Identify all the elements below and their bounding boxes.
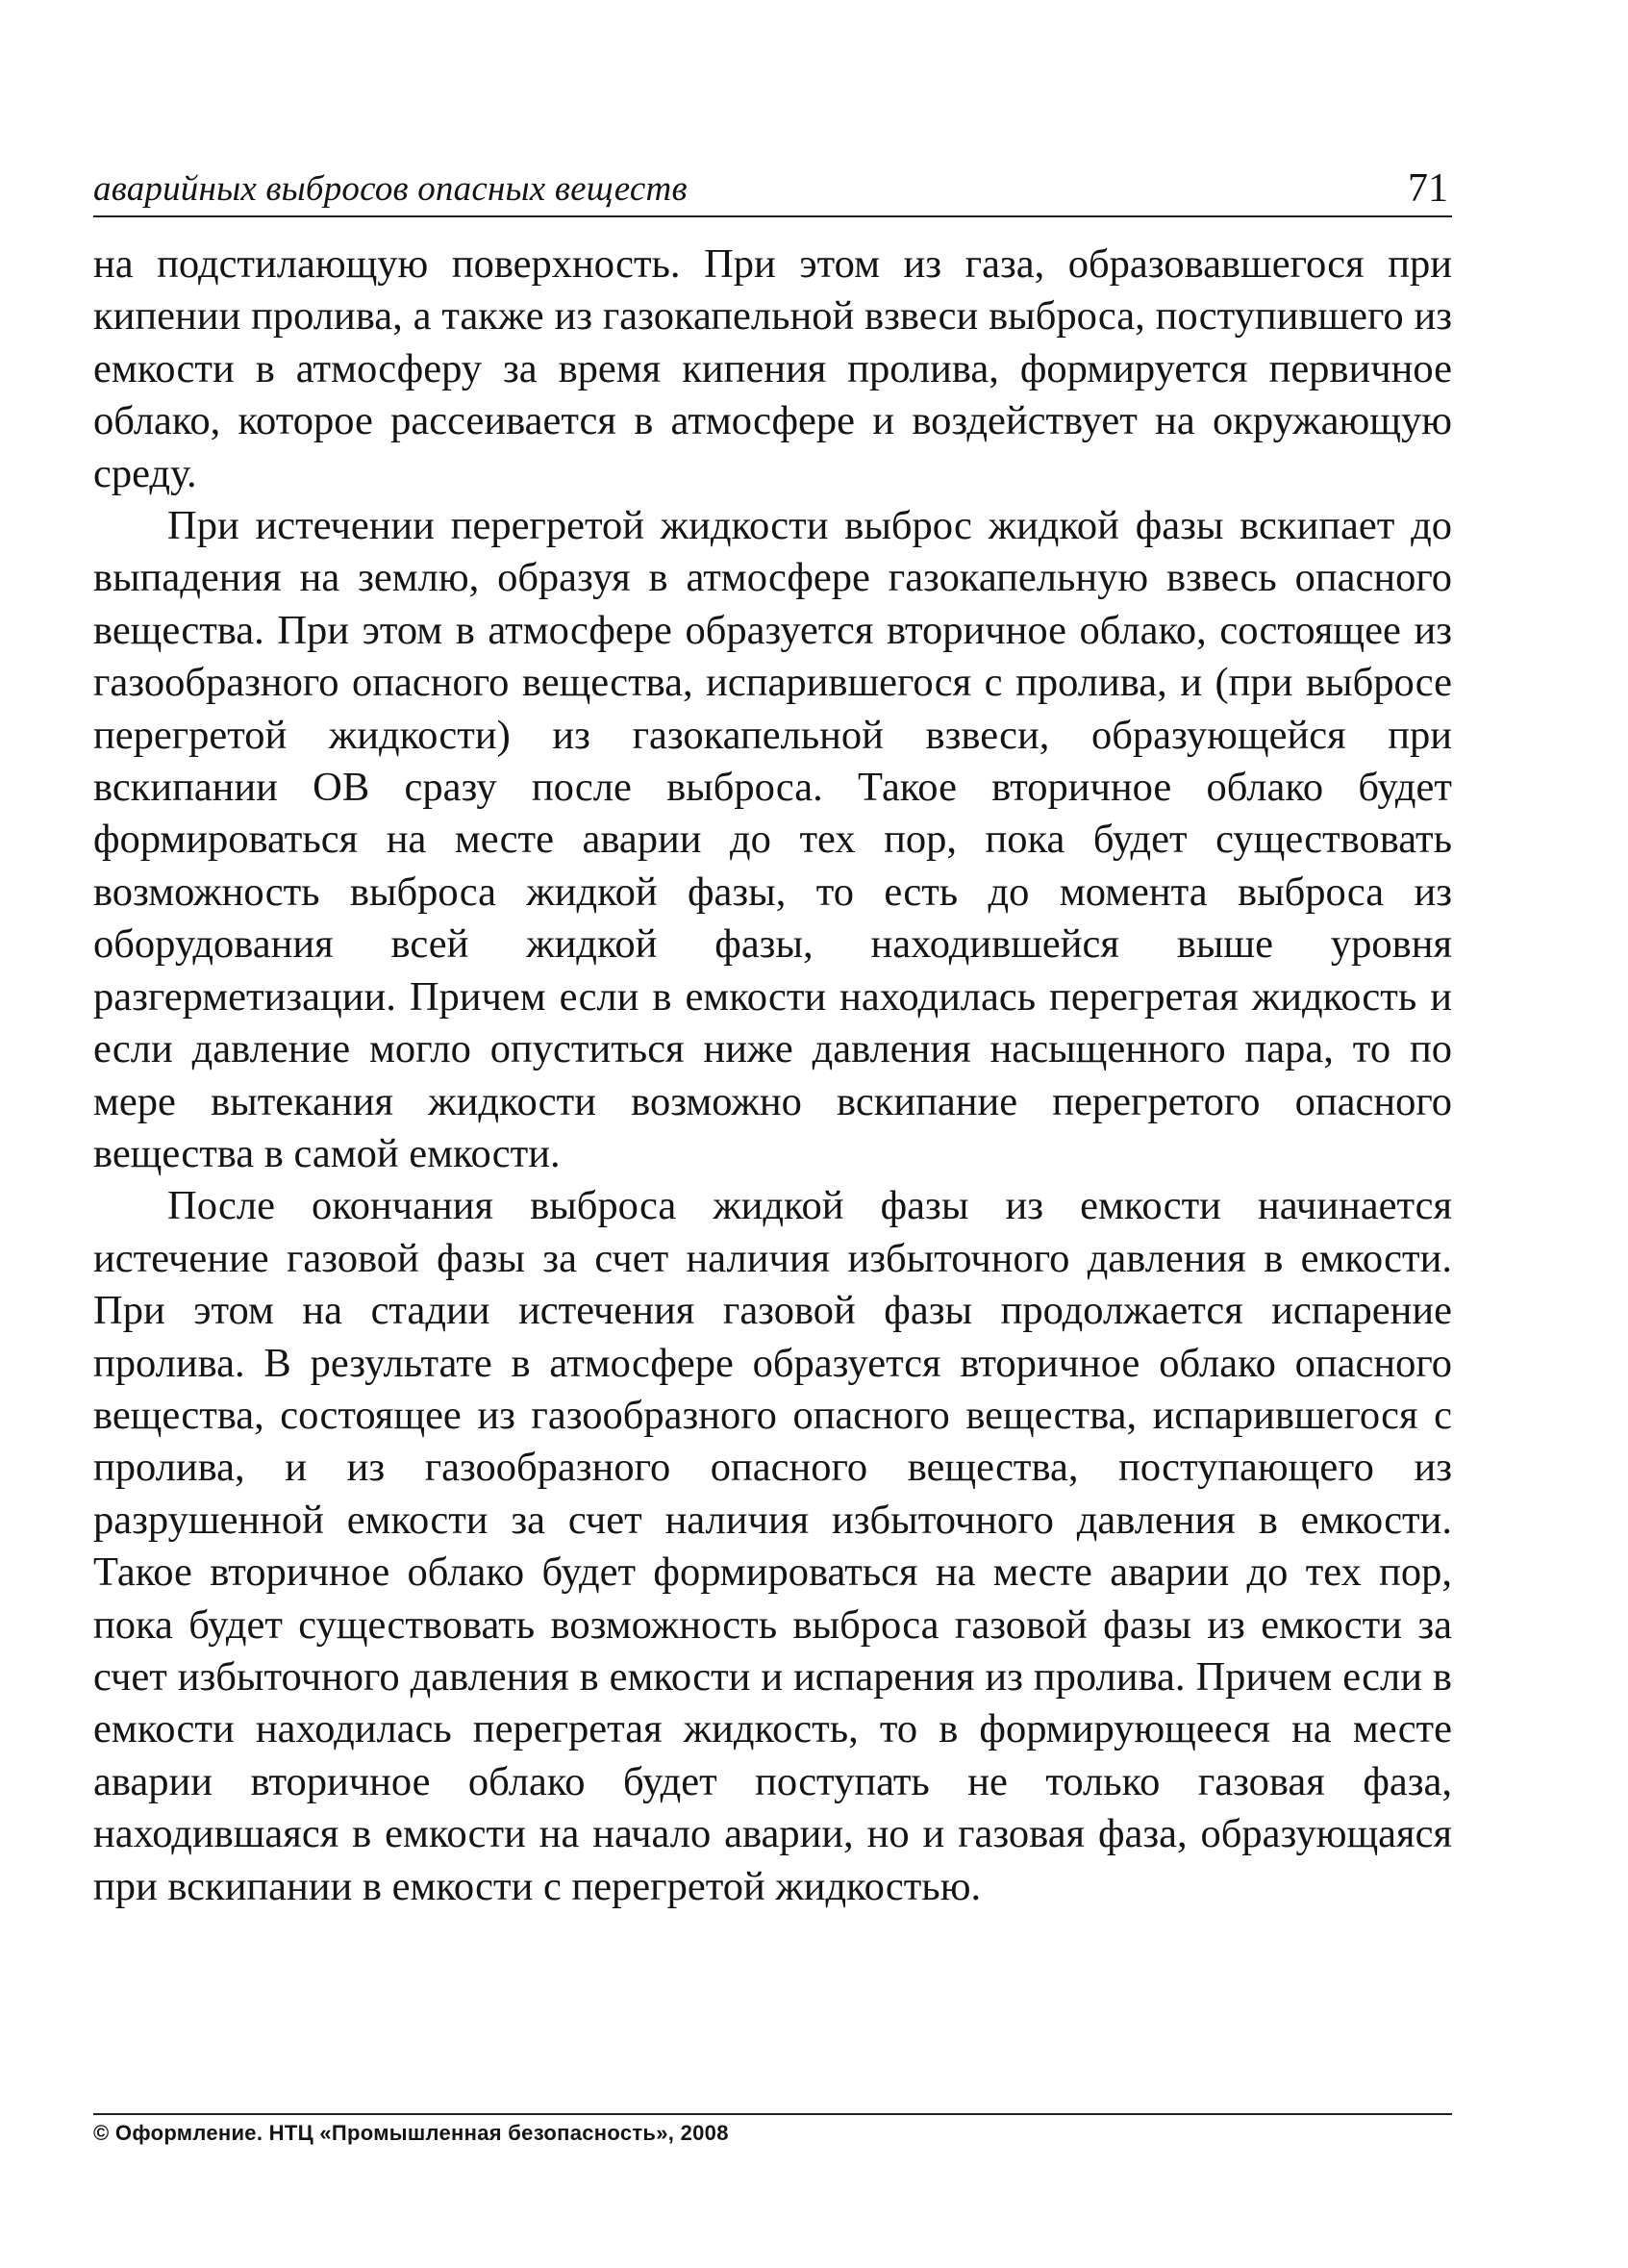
footer-copyright: © Оформление. НТЦ «Промышленная безопасность», 2008 [93, 2121, 729, 2145]
document-page [93, 162, 1452, 2162]
body-text [93, 239, 1452, 1913]
running-header-title: аварийных выбросов опасных веществ [93, 169, 688, 209]
footer-divider [93, 2113, 1452, 2115]
page-number: 71 [1408, 166, 1448, 211]
paragraph: После окончания выброса жидкой фазы из емкости начинается истечение газовой фазы за счет наличия избыточного давления в емкости. При этом на стадии истечения газовой фазы продолжается испарение пролива. В результате в атмосфере образуется вторичное облако опасного вещества, состоящее из газообразного опасного вещества, испарившегося с пролива, и из газообразного опасного вещества, поступающего из разрушенной емкости за счет наличия избыточного давления в емкости. Такое вторичное облако будет формироваться на месте аварии до тех пор, пока будет существовать возможность выброса газовой фазы из емкости за счет избыточного давления в емкости и испарения из пролива. Причем если в емкости находилась перегретая жидкость, то в формирующееся на месте аварии вторичное облако будет поступать не только газовая фаза, находившаяся в емкости на начало аварии, но и газовая фаза, образующаяся при вскипании в емкости с перегретой жидкостью. [93, 1183, 1452, 1909]
running-header [93, 162, 1452, 217]
paragraph: При истечении перегретой жидкости выброс жидкой фазы вскипает до выпадения на землю, образуя в атмосфере газокапельную взвесь опасного вещества. При этом в атмосфере образуется вторичное облако, состоящее из газообразного опасного вещества, испарившегося с пролива, и (при выбросе перегретой жидкости) из газокапельной взвеси, образующейся при вскипании ОВ сразу после выброса. Такое вторичное облако будет формироваться на месте аварии до тех пор, пока будет существовать возможность выброса жидкой фазы, то есть до момента выброса из оборудования всей жидкой фазы, находившейся выше уровня разгерметизации. Причем если в емкости находилась перегретая жидкость и если давление могло опуститься ниже давления насыщенного пара, то по мере вытекания жидкости возможно вскипание перегретого опасного вещества в самой емкости. [93, 503, 1452, 1176]
paragraph-continuation: на подстилающую поверхность. При этом из газа, образовавшегося при кипении пролива, а также из газокапельной взвеси выброса, поступившего из емкости в атмосферу за время кипения пролива, формируется первичное облако, которое рассеивается в атмосфере и воздействует на окружающую среду. [93, 241, 1452, 496]
